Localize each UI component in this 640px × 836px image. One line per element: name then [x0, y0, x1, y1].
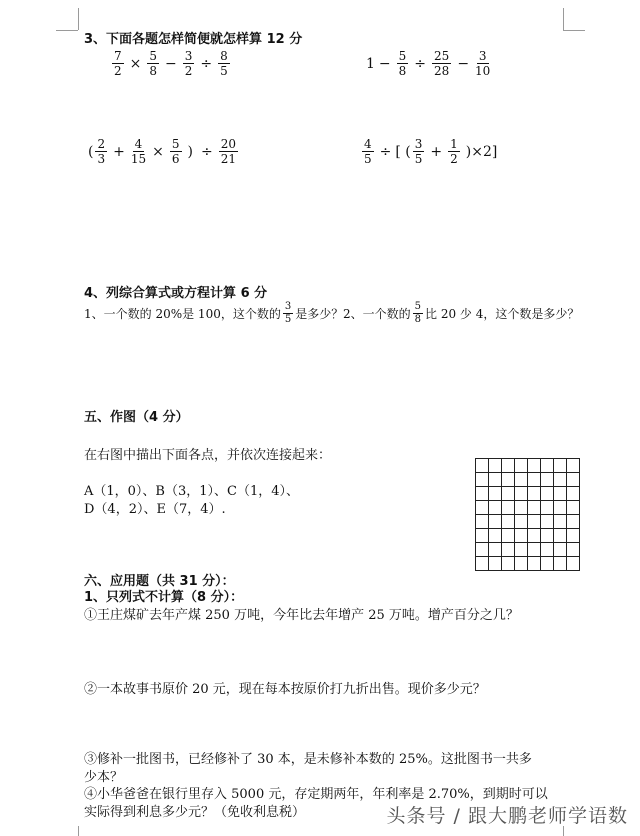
section-5-instruction: 在右图中描出下面各点，并依次连接起来：	[84, 448, 332, 463]
grid-cell	[515, 557, 528, 571]
grid-row	[476, 487, 580, 501]
grid-cell	[541, 529, 554, 543]
crop-mark	[563, 30, 585, 31]
grid-cell	[489, 557, 502, 571]
grid-cell	[502, 515, 515, 529]
fraction: $\frac{8}{5}$	[220, 49, 228, 78]
grid-cell	[567, 515, 580, 529]
fraction: $\frac{5}{8}$	[398, 49, 407, 78]
expression-1: $\frac{7}{2}$ × $\frac{5}{8}$ − $\frac{3}{2}$ ÷ $\frac{8}{5}$	[114, 49, 228, 78]
grid-cell	[541, 557, 554, 571]
fraction: $\frac{3}{2}$	[184, 49, 193, 78]
grid-cell	[541, 459, 554, 473]
expression-2: 1 − $\frac{5}{8}$ ÷ $\frac{25}{28}$ − $\frac{3}{10}$	[366, 49, 491, 78]
grid-cell	[476, 557, 489, 571]
grid-cell	[502, 557, 515, 571]
grid-row	[476, 459, 580, 473]
grid-row	[476, 557, 580, 571]
grid-cell	[489, 487, 502, 501]
grid-cell	[541, 515, 554, 529]
question-6-1: ①王庄煤矿去年产煤 250 万吨，今年比去年增产 25 万吨。增产百分之几？	[84, 608, 519, 623]
grid-cell	[489, 473, 502, 487]
section-4-heading: 4、列综合算式或方程计算 6 分	[84, 286, 268, 301]
question-6-4-line-1: ④小华爸爸在银行里存入 5000 元，存定期两年，年利率是 2.70%，到期时可以	[84, 787, 548, 802]
grid-cell	[541, 543, 554, 557]
grid-cell	[528, 501, 541, 515]
grid-cell	[567, 459, 580, 473]
fraction: $\frac{4}{5}$	[364, 137, 372, 166]
grid-cell	[567, 557, 580, 571]
grid-row	[476, 543, 580, 557]
grid-cell	[515, 543, 528, 557]
grid-cell	[541, 473, 554, 487]
watermark: 头条号 / 跟大鹏老师学语数	[386, 805, 628, 827]
grid-cell	[502, 543, 515, 557]
grid-cell	[554, 529, 567, 543]
question-6-2: ②一本故事书原价 20 元，现在每本按原价打九折出售。现价多少元？	[84, 682, 486, 697]
grid-cell	[541, 487, 554, 501]
grid-cell	[528, 459, 541, 473]
grid-cell	[489, 543, 502, 557]
grid-cell	[528, 529, 541, 543]
expression-4: $\frac{4}{5}$ ÷ [ ( $\frac{3}{5}$ + $\frac{1}{2}$ )×2]	[364, 137, 498, 166]
grid-cell	[567, 529, 580, 543]
grid-cell	[476, 459, 489, 473]
grid-cell	[502, 487, 515, 501]
grid-cell	[554, 473, 567, 487]
grid-cell	[567, 473, 580, 487]
crop-mark	[78, 826, 79, 836]
grid-cell	[476, 515, 489, 529]
fraction: $\frac{1}{2}$	[450, 137, 458, 166]
grid-cell	[515, 459, 528, 473]
grid-cell	[489, 515, 502, 529]
fraction: $\frac{25}{28}$	[434, 49, 450, 78]
question-6-4-line-2: 实际得到利息多少元？（免收利息税）	[84, 805, 306, 820]
fraction: $\frac{20}{21}$	[220, 137, 236, 166]
grid-cell	[567, 487, 580, 501]
points-line-2: D（4，2）、E（7，4）.	[84, 502, 226, 517]
grid-cell	[489, 501, 502, 515]
grid-cell	[489, 459, 502, 473]
grid-cell	[476, 473, 489, 487]
grid-row	[476, 515, 580, 529]
grid-cell	[476, 487, 489, 501]
grid-row	[476, 529, 580, 543]
grid-cell	[554, 459, 567, 473]
grid-cell	[554, 543, 567, 557]
crop-mark	[78, 8, 79, 30]
fraction: $\frac{2}{3}$	[97, 137, 106, 166]
grid-cell	[567, 501, 580, 515]
fraction: $\frac{7}{2}$	[114, 49, 122, 78]
grid-cell	[502, 529, 515, 543]
grid-cell	[502, 473, 515, 487]
grid-cell	[515, 487, 528, 501]
grid-cell	[476, 529, 489, 543]
section-3-heading: 3、下面各题怎样简便就怎样算 12 分	[84, 32, 303, 47]
grid-cell	[554, 501, 567, 515]
grid-cell	[528, 473, 541, 487]
question-4-1: 1、一个数的 20%是 100，这个数的 $\frac{3}{5}$ 是多少？	[84, 301, 344, 325]
grid-cell	[515, 501, 528, 515]
grid-cell	[515, 529, 528, 543]
question-4-2: 2、一个数的 $\frac{5}{8}$ 比 20 少 4，这个数是多少？	[343, 301, 580, 325]
fraction: $\frac{5}{6}$	[171, 137, 180, 166]
grid-cell	[502, 501, 515, 515]
crop-mark	[56, 30, 78, 31]
fraction: $\frac{3}{10}$	[475, 49, 491, 78]
coordinate-grid	[475, 458, 580, 571]
grid-row	[476, 473, 580, 487]
grid-cell	[554, 487, 567, 501]
section-6-subheading: 1、只列式不计算（8 分）：	[84, 590, 244, 605]
grid-cell	[476, 501, 489, 515]
grid-cell	[554, 557, 567, 571]
grid-cell	[554, 515, 567, 529]
grid-cell	[489, 529, 502, 543]
grid-cell	[476, 543, 489, 557]
expression-3: ( $\frac{2}{3}$ + $\frac{4}{15}$ × $\frac{5}{6}$ ) ÷ $\frac{20}{21}$	[88, 137, 236, 166]
question-6-3-line-2: 少本？	[84, 770, 124, 785]
fraction: $\frac{5}{8}$	[149, 49, 158, 78]
grid-cell	[541, 501, 554, 515]
fraction: $\frac{3}{5}$	[414, 137, 423, 166]
grid-cell	[515, 473, 528, 487]
grid-cell	[567, 543, 580, 557]
section-5-heading: 五、作图（4 分）	[84, 410, 189, 425]
points-line-1: A（1，0）、B（3，1）、C（1，4）、	[84, 484, 300, 499]
grid-row	[476, 501, 580, 515]
grid-cell	[502, 459, 515, 473]
fraction: $\frac{3}{5}$	[284, 301, 292, 325]
grid-cell	[528, 487, 541, 501]
grid-cell	[528, 543, 541, 557]
grid-cell	[528, 515, 541, 529]
grid-cell	[515, 515, 528, 529]
question-6-3-line-1: ③修补一批图书，已经修补了 30 本，是未修补本数的 25%。这批图书一共多	[84, 752, 532, 767]
fraction: $\frac{5}{8}$	[414, 301, 422, 325]
fraction: $\frac{4}{15}$	[130, 137, 147, 166]
crop-mark	[563, 8, 564, 30]
section-6-heading: 六、应用题（共 31 分）：	[84, 574, 235, 589]
grid-cell	[528, 557, 541, 571]
